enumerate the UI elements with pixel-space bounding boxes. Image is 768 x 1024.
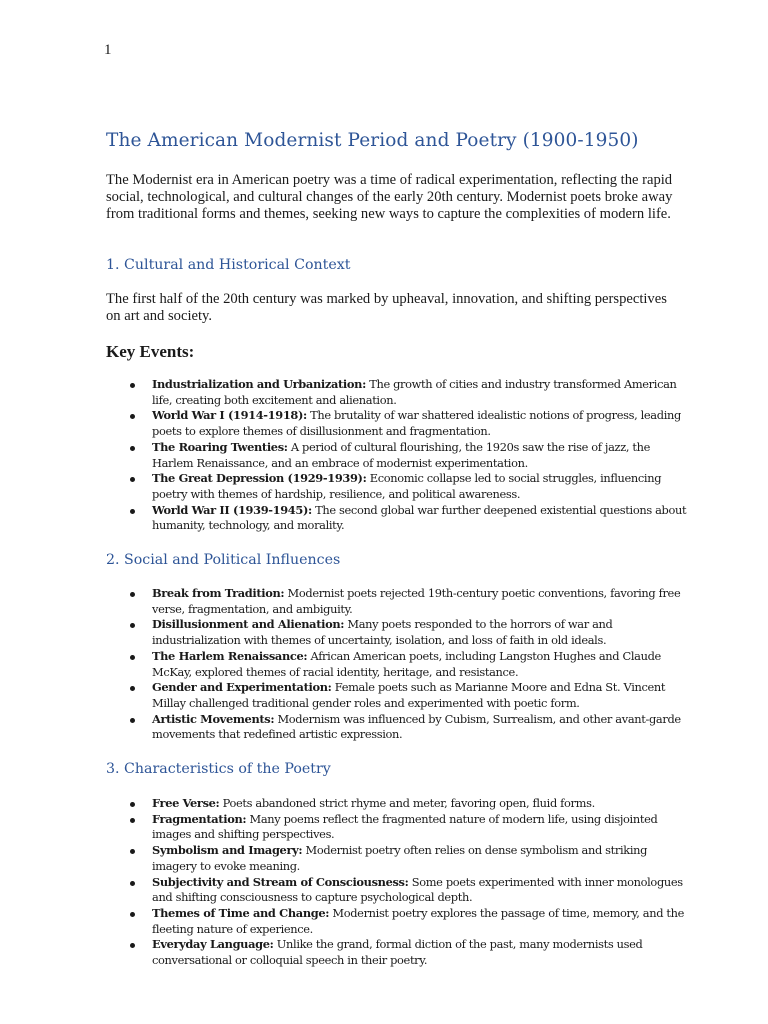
item-term: Symbolism and Imagery: — [152, 843, 303, 858]
item-term: World War I (1914-1918): — [152, 408, 307, 423]
item-term: Industrialization and Urbanization: — [152, 377, 366, 391]
item-term: The Roaring Twenties: — [152, 439, 288, 454]
item-text: African American poets, including Langston Hughes and Claude McKay, explored themes of racial identity, heritage, and resistance. — [152, 648, 661, 679]
item-text: Poets abandoned strict rhyme and meter, favoring open, fluid forms. — [219, 796, 595, 810]
item-term: Break from Tradition: — [152, 586, 285, 600]
item-text: Modernist poetry explores the passage of time, memory, and the fleeting nature of experience. — [152, 905, 685, 936]
item-text: The growth of cities and industry transformed American life, creating both excitement and alienation. — [152, 377, 677, 407]
list-item — [152, 503, 692, 534]
key-events-heading: Key Events: — [106, 342, 195, 361]
item-text: Economic collapse led to social struggles, influencing poetry with themes of hardship, resilience, and political awareness. — [152, 471, 662, 501]
list-item — [152, 680, 692, 711]
list-item — [152, 906, 692, 937]
item-text: Many poets responded to the horrors of war and industrialization with themes of uncertainty, isolation, and loss of faith in old ideals. — [152, 617, 613, 648]
item-text: Modernism was influenced by Cubism, Surrealism, and other avant-garde movements that redefined artistic expression. — [152, 711, 681, 742]
item-term: Artistic Movements: — [152, 711, 275, 726]
item-term: Subjectivity and Stream of Consciousness: — [152, 874, 409, 889]
characteristics-list — [152, 796, 692, 969]
list-item — [152, 875, 692, 906]
item-text: Many poems reflect the fragmented nature of modern life, using disjointed images and shifting perspectives. — [152, 811, 658, 842]
section-heading-social-influences: 2. Social and Political Influences — [106, 552, 341, 568]
section-heading-characteristics: 3. Characteristics of the Poetry — [106, 761, 331, 777]
item-term: The Great Depression (1929-1939): — [152, 471, 367, 486]
item-term: Themes of Time and Change: — [152, 905, 330, 920]
list-item — [152, 712, 692, 743]
item-text: The brutality of war shattered idealistic notions of progress, leading poets to explore themes of disillusionment and fragmentation. — [152, 408, 681, 439]
item-term: Everyday Language: — [152, 937, 274, 952]
intro-paragraph: The Modernist era in American poetry was a time of radical experimentation, reflecting the rapid social, technological, and cultural changes of the early 20th century. Modernist poets broke away from traditional forms and themes, seeking new ways to capture the complexities of modern life. — [106, 172, 673, 222]
list-item — [152, 937, 692, 968]
list-item — [152, 586, 692, 617]
list-item — [152, 377, 692, 408]
item-term: Gender and Experimentation: — [152, 680, 332, 695]
item-term: Disillusionment and Alienation: — [152, 617, 345, 632]
item-text: Modernist poets rejected 19th-century poetic conventions, favoring free verse, fragmentation, and ambiguity. — [152, 586, 681, 616]
item-term: World War II (1939-1945): — [152, 502, 312, 517]
social-influences-list — [152, 586, 692, 743]
list-item — [152, 649, 692, 680]
section-paragraph: The first half of the 20th century was marked by upheaval, innovation, and shifting perspectives on art and society. — [106, 291, 667, 324]
key-events-list — [152, 377, 692, 534]
item-text: Female poets such as Marianne Moore and Edna St. Vincent Millay challenged traditional gender roles and experimented with poetic form. — [152, 680, 666, 710]
item-text: Unlike the grand, formal diction of the past, many modernists used conversational or colloquial speech in their poetry. — [152, 937, 643, 968]
document-title: The American Modernist Period and Poetry (1900-1950) — [106, 130, 639, 151]
item-text: A period of cultural flourishing, the 1920s saw the rise of jazz, the Harlem Renaissance, and an embrace of modernist experimentation. — [152, 439, 651, 470]
item-term: Fragmentation: — [152, 811, 247, 826]
item-text: Some poets experimented with inner monologues and shifting consciousness to capture psychological depth. — [152, 874, 683, 905]
page-number: 1 — [104, 42, 112, 58]
list-item — [152, 812, 692, 843]
item-term: Free Verse: — [152, 796, 220, 810]
list-item — [152, 408, 692, 439]
section-heading-cultural-context: 1. Cultural and Historical Context — [106, 257, 351, 273]
list-item — [152, 471, 692, 502]
item-text: The second global war further deepened existential questions about humanity, technology, and morality. — [152, 502, 687, 533]
list-item — [152, 843, 692, 874]
list-item — [152, 617, 692, 648]
item-text: Modernist poetry often relies on dense symbolism and striking imagery to evoke meaning. — [152, 843, 648, 873]
item-term: The Harlem Renaissance: — [152, 648, 308, 663]
list-item — [152, 796, 692, 812]
list-item — [152, 440, 692, 471]
